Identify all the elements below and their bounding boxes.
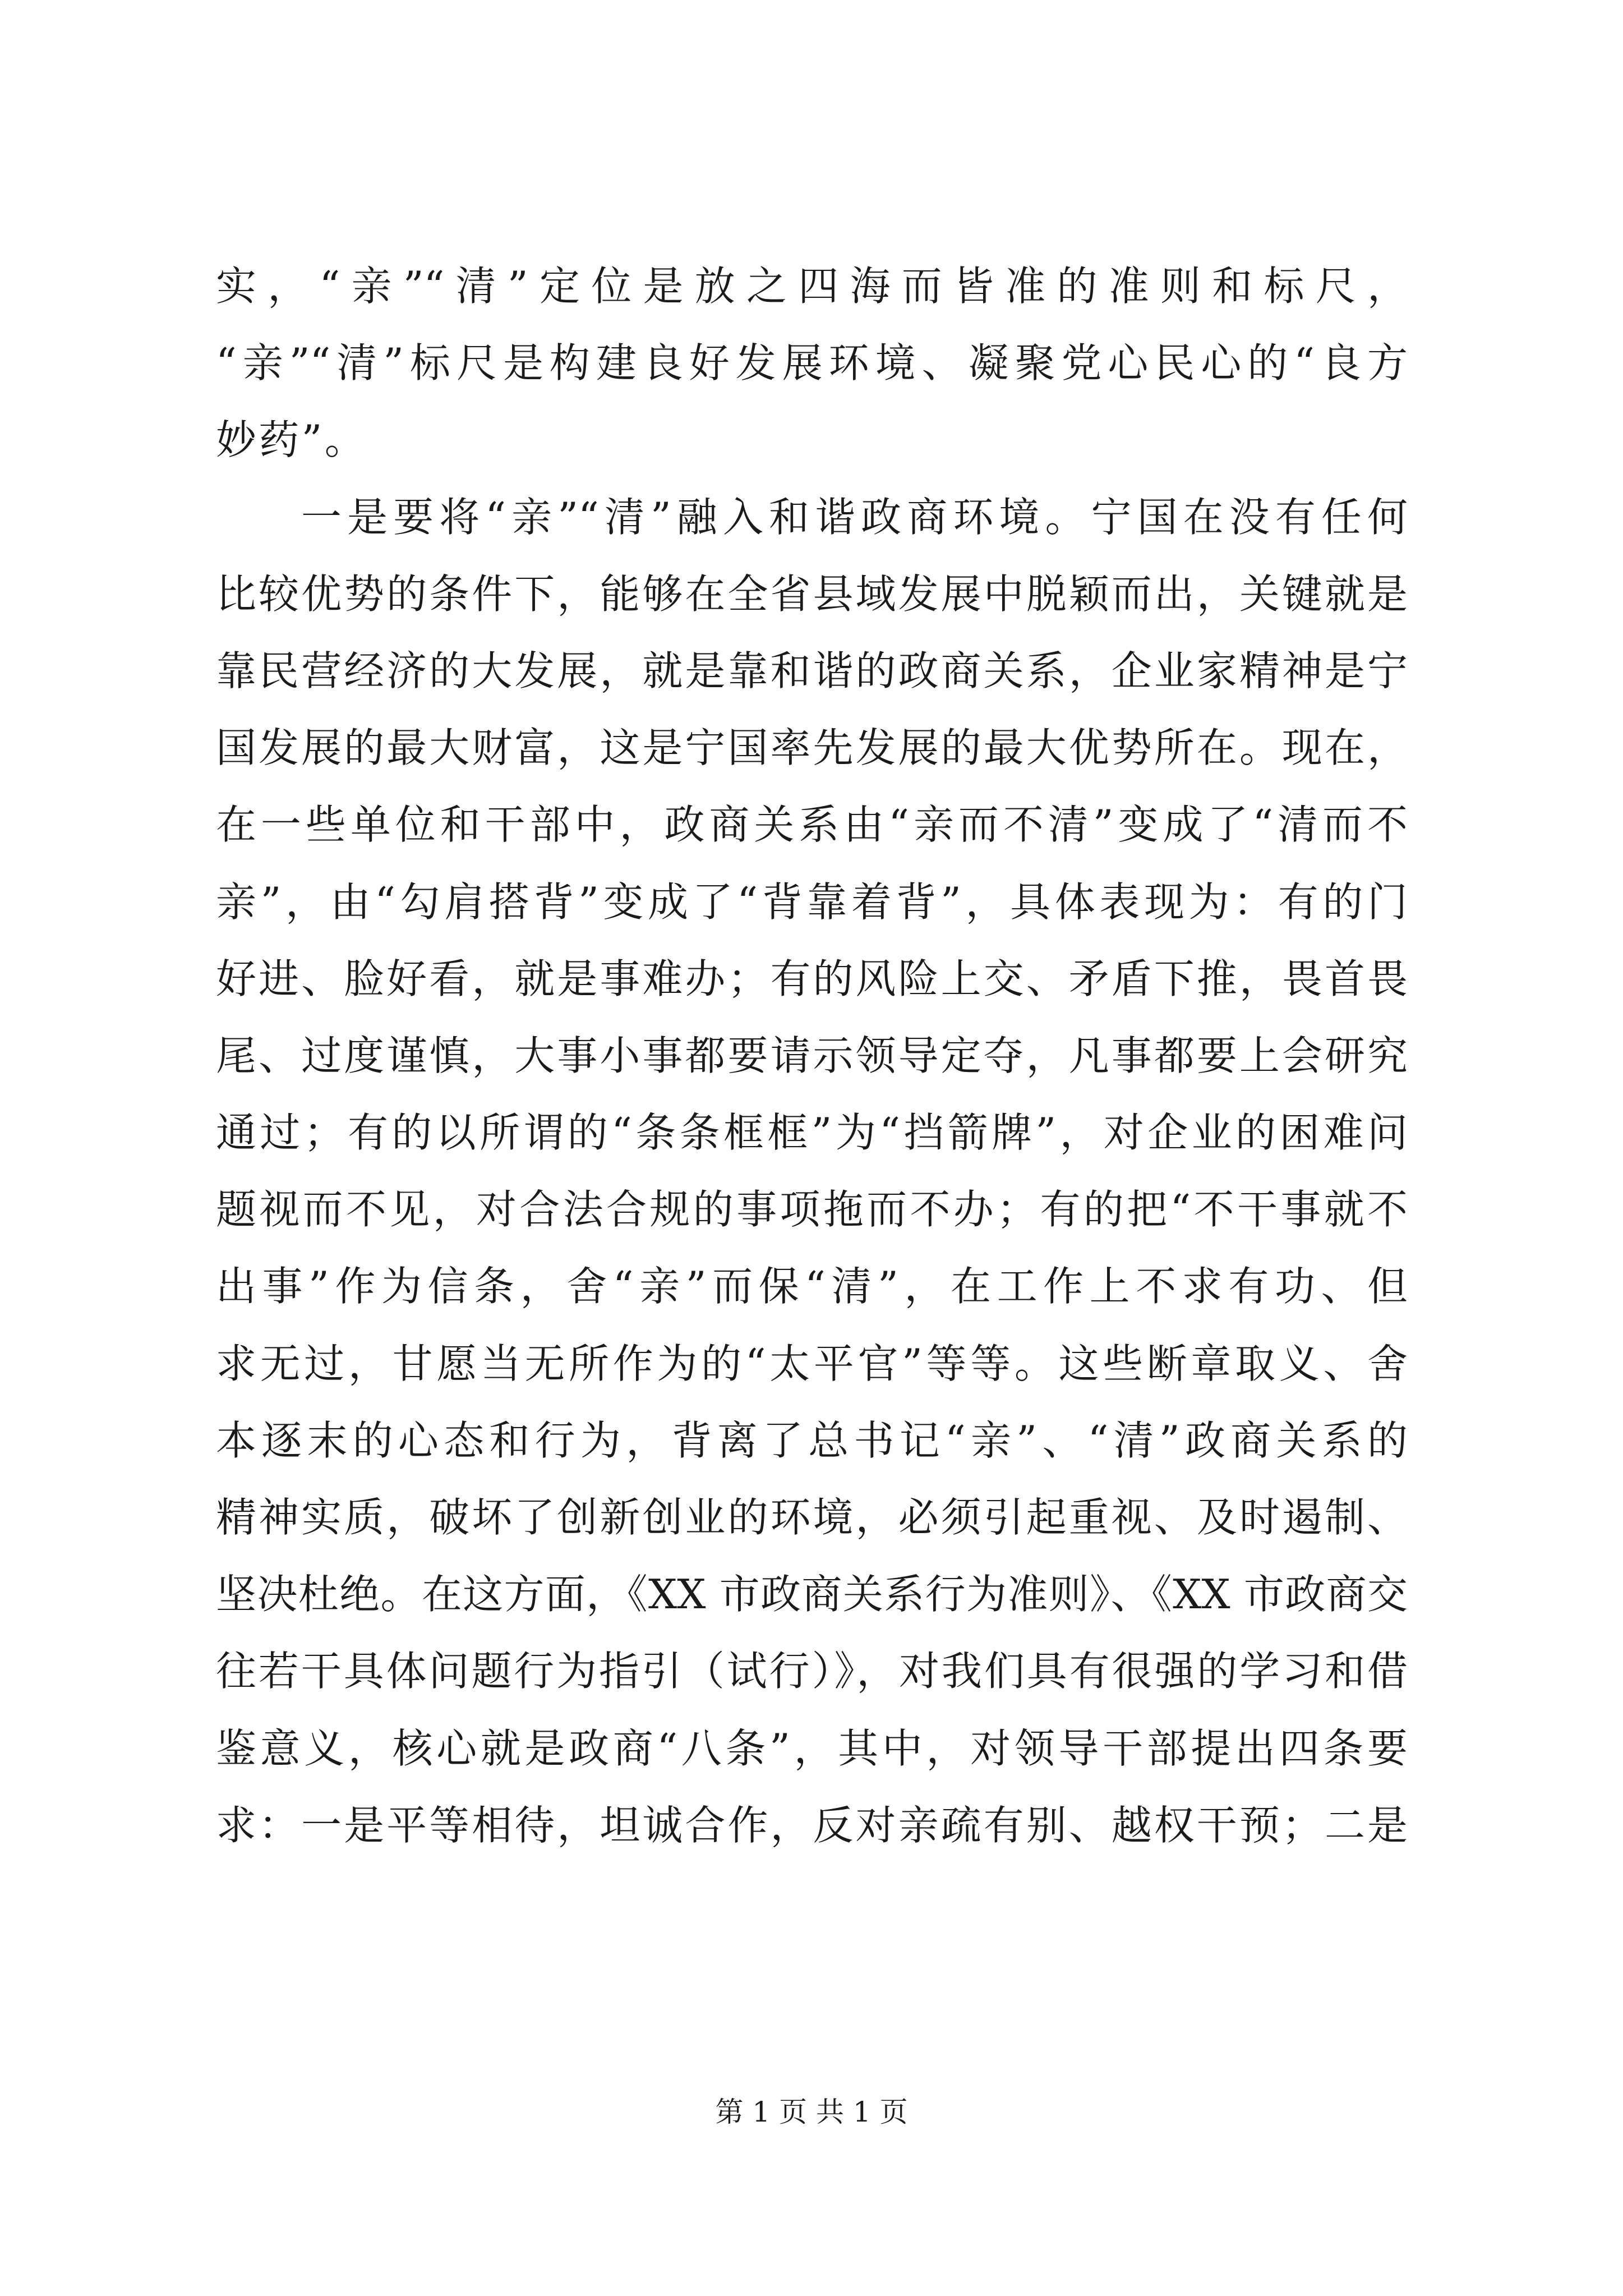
page-footer (0, 2092, 1623, 2132)
paragraph-first-line: 一是要将“亲”“清”融入和谐政商环境。宁国在没有任何 (301, 493, 1408, 541)
text-line: 精神实质，破坏了创新创业的环境，必须引起重视、及时遏制、 (216, 1494, 1408, 1541)
text-line: 靠民营经济的大发展，就是靠和谐的政商关系，企业家精神是宁 (216, 647, 1408, 694)
text-line: “亲”“清”标尺是构建良好发展环境、凝聚党心民心的“良方 (216, 339, 1408, 387)
text-line: 好进、脸好看，就是事难办；有的风险上交、矛盾下推，畏首畏 (216, 955, 1408, 1002)
text-line: 妙药”。 (216, 416, 368, 464)
text-line: 鉴意义，核心就是政商“八条”，其中，对领导干部提出四条要 (216, 1724, 1408, 1772)
text-line: 通过；有的以所谓的“条条框框”为“挡箭牌”，对企业的困难问 (216, 1109, 1408, 1157)
text-line: 坚决杜绝。在这方面，《XX 市政商关系行为准则》、《XX 市政商交 (216, 1571, 1408, 1618)
text-line: 比较优势的条件下，能够在全省县域发展中脱颖而出，关键就是 (216, 570, 1408, 618)
text-line: 往若干具体问题行为指引（试行）》，对我们具有很强的学习和借 (216, 1648, 1408, 1695)
text-line: 求无过，甘愿当无所作为的“太平官”等等。这些断章取义、舍 (216, 1340, 1408, 1387)
text-line: 出事”作为信条，舍“亲”而保“清”，在工作上不求有功、但 (216, 1263, 1408, 1310)
text-line: 国发展的最大财富，这是宁国率先发展的最大优势所在。现在， (216, 724, 1408, 772)
text-line: 亲”，由“勾肩搭背”变成了“背靠着背”，具体表现为：有的门 (216, 878, 1408, 926)
page-number-label: 第 1 页 共 1 页 (715, 2096, 908, 2128)
text-line: 实，“亲”“清”定位是放之四海而皆准的准则和标尺， (216, 263, 1408, 310)
text-line: 本逐末的心态和行为，背离了总书记“亲”、“清”政商关系的 (216, 1416, 1408, 1464)
text-line: 求：一是平等相待，坦诚合作，反对亲疏有别、越权干预；二是 (216, 1801, 1408, 1849)
body-text (216, 259, 1408, 1875)
text-line: 在一些单位和干部中，政商关系由“亲而不清”变成了“清而不 (216, 801, 1408, 849)
text-line: 题视而不见，对合法合规的事项拖而不办；有的把“不干事就不 (216, 1186, 1408, 1234)
text-line: 尾、过度谨慎，大事小事都要请示领导定夺，凡事都要上会研究 (216, 1032, 1408, 1079)
